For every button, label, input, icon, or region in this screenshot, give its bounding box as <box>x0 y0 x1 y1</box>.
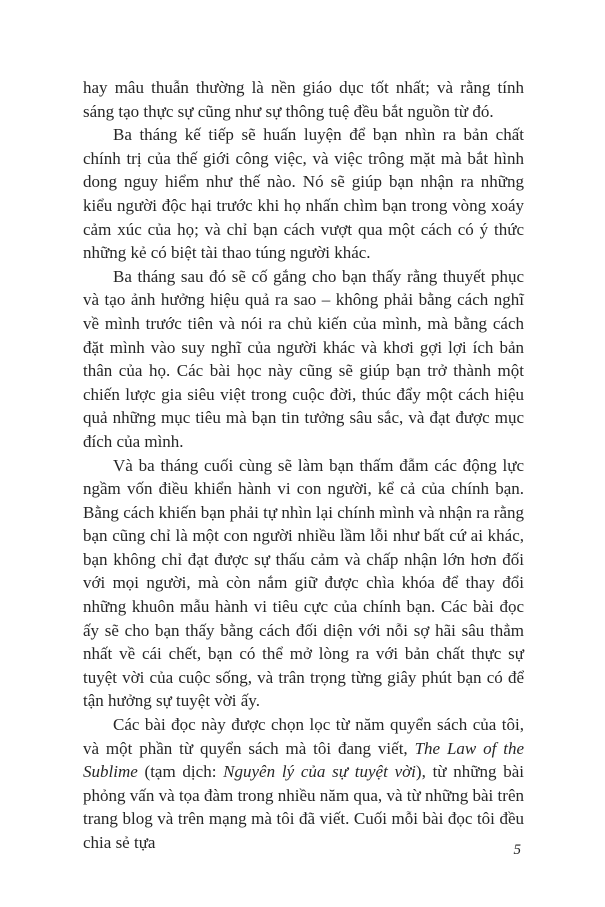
book-title-translated: Nguyên lý của sự tuyệt vời <box>223 762 416 782</box>
paragraph <box>83 265 524 454</box>
paragraph <box>83 454 524 714</box>
text-segment: Các bài đọc này được chọn lọc từ năm quyển sách của tôi, và một phần từ quyển sách mà tôi đang viết, <box>83 715 524 758</box>
text-segment: Ba tháng kế tiếp sẽ huấn luyện để bạn nhìn ra bản chất chính trị của thế giới công việc, và việc trông mặt mà bắt hình dong nguy hiểm như thế nào. Nó sẽ giúp bạn nhận ra những kiểu người độc hại trước khi họ nhấn chìm bạn trong vòng xoáy cảm xúc của họ; và chỉ bạn cách vượt qua một cách có ý thức những kẻ có biệt tài thao túng người khác. <box>83 125 524 263</box>
text-segment: Và ba tháng cuối cùng sẽ làm bạn thấm đẫm các động lực ngầm vốn điều khiển hành vi con người, kể cả của chính bạn. Bằng cách khiến bạn phải tự nhìn lại chính mình và nhận ra rằng bạn cũng chỉ là một con người nhiều lầm lỗi như bất cứ ai khác, bạn không chỉ đạt được sự thấu cảm và chấp nhận lớn hơn đối với mọi người, mà còn nắm giữ được chìa khóa để thay đổi những khuôn mẫu hành vi tiêu cực của chính bạn. Các bài đọc ấy sẽ cho bạn thấy bằng cách đối diện với nỗi sợ hãi sâu thẳm nhất về cái chết, bạn có thể mở lòng ra với bản chất thực sự tuyệt vời của cuộc sống, và trân trọng từng giây phút bạn có để tận hưởng sự tuyệt vời ấy. <box>83 455 524 711</box>
text-segment: Ba tháng sau đó sẽ cố gắng cho bạn thấy rằng thuyết phục và tạo ảnh hưởng hiệu quả ra sao – không phải bằng cách nghĩ về mình trước tiên và nói ra chủ kiến của mình, mà bằng cách đặt mình vào suy nghĩ của người khác và khơi gợi lợi ích bản thân của họ. Các bài học này cũng sẽ giúp bạn trở thành một chiến lược gia siêu việt trong cuộc đời, thúc đẩy một cách hiệu quả những mục tiêu mà bạn tin tưởng sâu sắc, và đạt được mục đích của mình. <box>83 266 524 451</box>
body-text <box>83 76 524 855</box>
text-segment: (tạm dịch: <box>137 762 224 782</box>
text-segment: ), từ những bài phỏng vấn và tọa đàm trong nhiều năm qua, và từ những bài trên trang blog và trên mạng mà tôi đã viết. Cuối mỗi bài đọc tôi đều chia sẻ tựa <box>83 762 524 852</box>
paragraph <box>83 123 524 265</box>
book-title-english: The Law of the Sublime <box>83 738 524 782</box>
paragraph <box>83 713 524 855</box>
page-number: 5 <box>513 842 521 858</box>
text-segment: hay mâu thuẫn thường là nền giáo dục tốt nhất; và rằng tính sáng tạo thực sự cũng như sự thông tuệ đều bắt nguồn từ đó. <box>83 78 524 121</box>
paragraph <box>83 76 524 123</box>
